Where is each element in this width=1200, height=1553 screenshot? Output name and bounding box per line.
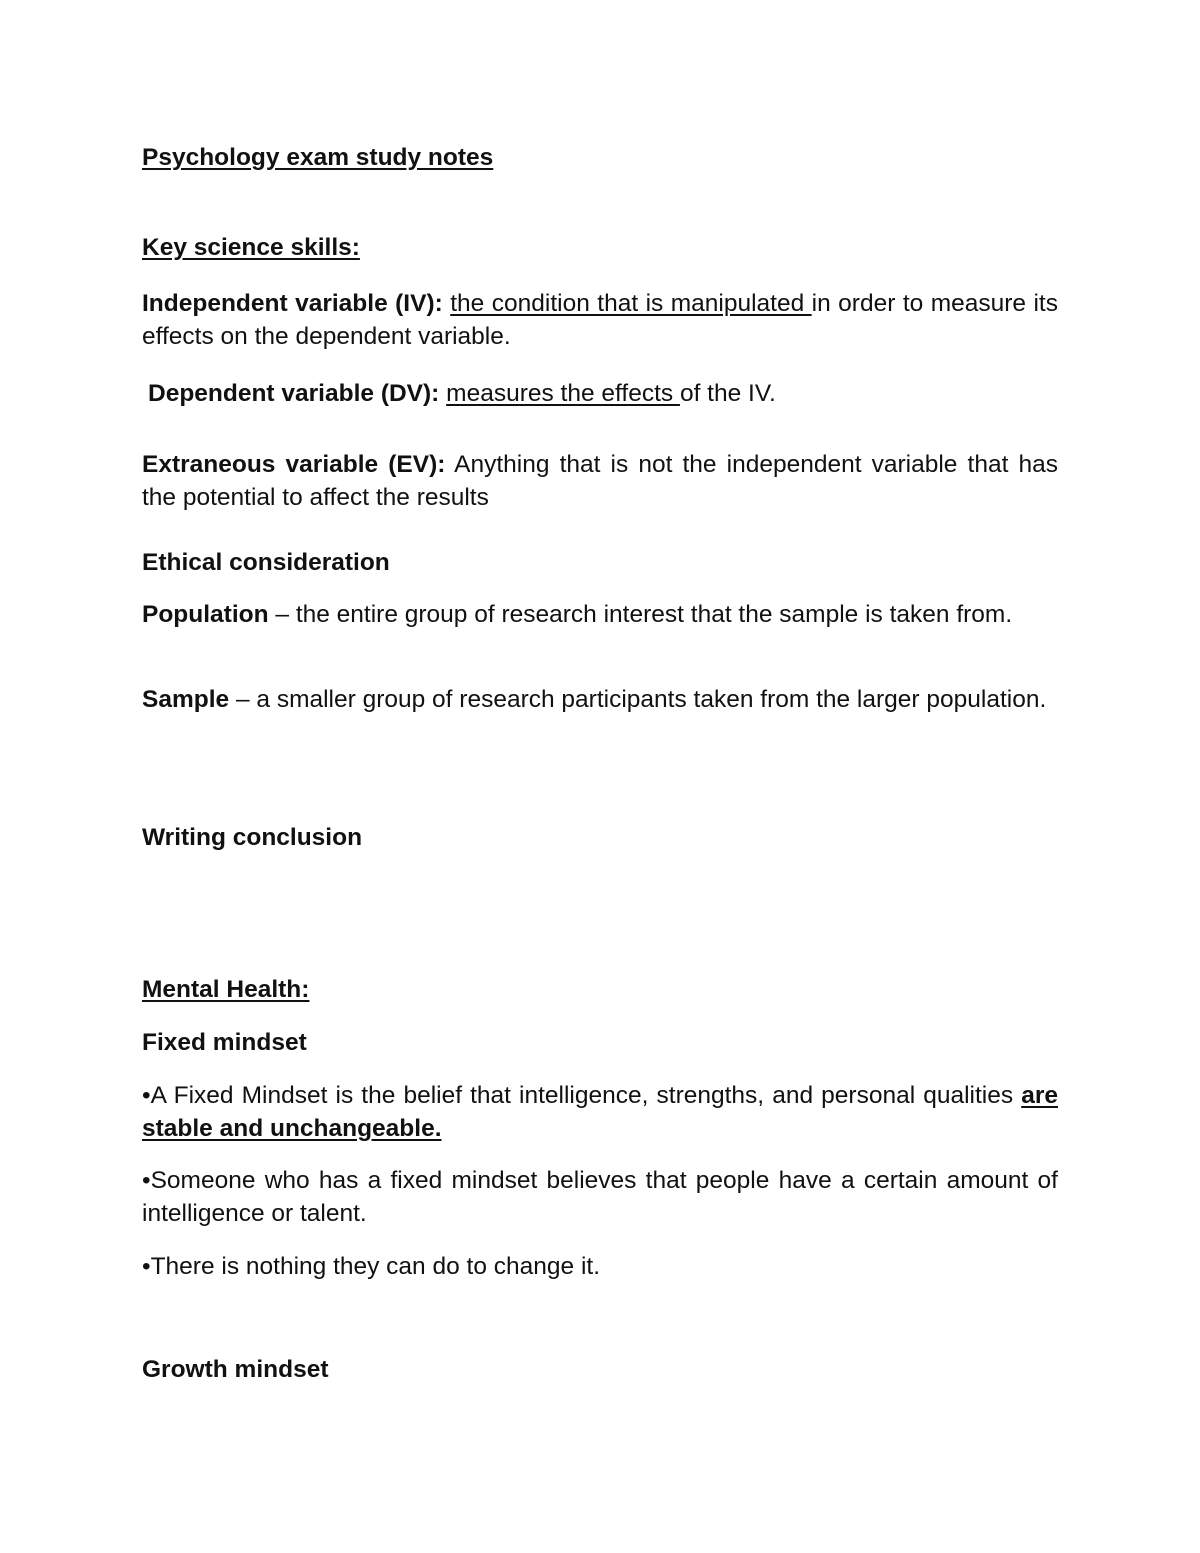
dv-definition-underlined: measures the effects <box>446 380 680 407</box>
paragraph-independent-variable <box>142 287 1058 353</box>
iv-definition-rest: in order to measure its effects on the dependent variable. <box>142 290 1058 350</box>
population-definition: – the entire group of research interest that the sample is taken from. <box>268 601 1013 628</box>
bullet-fixed-mindset-definition <box>142 1079 1058 1145</box>
paragraph-dependent-variable <box>148 377 1064 410</box>
term-sample: Sample <box>142 686 230 713</box>
term-population: Population <box>142 601 269 628</box>
fixed-b1-text: •A Fixed Mindset is the belief that intelligence, strengths, and personal qualities <box>142 1082 1022 1109</box>
bullet-fixed-mindset-belief: •Someone who has a fixed mindset believes that people have a certain amount of intelligence or talent. <box>142 1167 1058 1227</box>
heading-fixed-mindset: Fixed mindset <box>142 1029 307 1056</box>
sample-definition: – a smaller group of research participants taken from the larger population. <box>229 686 1047 713</box>
section-heading-key-science-skills: Key science skills: <box>142 234 360 261</box>
paragraph-extraneous-variable <box>142 448 1058 514</box>
heading-growth-mindset: Growth mindset <box>142 1356 329 1383</box>
dv-definition-rest: of the IV. <box>679 380 776 407</box>
iv-definition-underlined: the condition that is manipulated <box>450 290 812 317</box>
term-dependent-variable: Dependent variable (DV): <box>148 380 440 407</box>
heading-ethical-consideration: Ethical consideration <box>142 549 390 576</box>
heading-writing-conclusion: Writing conclusion <box>142 824 363 851</box>
document-title: Psychology exam study notes <box>142 144 494 171</box>
term-independent-variable: Independent variable (IV): <box>142 290 443 317</box>
term-extraneous-variable: Extraneous variable (EV): <box>142 451 446 478</box>
fixed-b1-emphasis: are stable and unchangeable. <box>142 1082 1058 1142</box>
paragraph-sample <box>142 683 1058 716</box>
section-heading-mental-health: Mental Health: <box>142 976 310 1003</box>
bullet-fixed-mindset-change: •There is nothing they can do to change it. <box>142 1253 601 1280</box>
paragraph-population <box>142 598 1058 631</box>
ev-definition: Anything that is not the independent variable that has the potential to affect the results <box>142 451 1058 511</box>
